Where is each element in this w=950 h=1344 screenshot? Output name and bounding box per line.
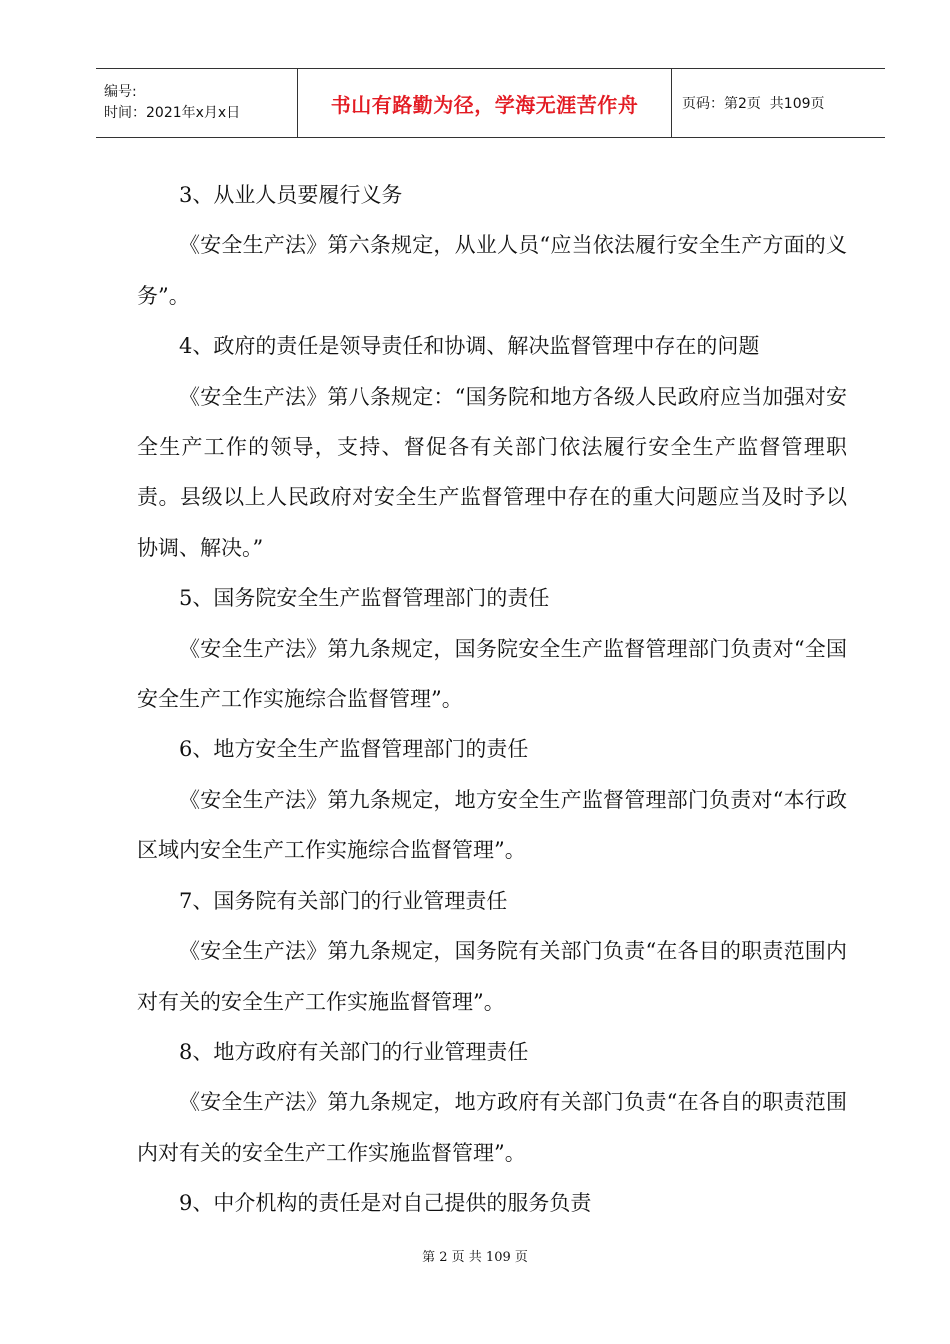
heading-item-6: 6、地方安全生产监督管理部门的责任: [179, 737, 529, 762]
paragraph: 《安全生产法》第九条规定，国务院有关部门负责“在各目的职责范围内对有关的安全生产工作实施监督管理”。: [137, 939, 847, 1014]
heading-item-4: 4、政府的责任是领导责任和协调、解决监督管理中存在的问题: [179, 334, 760, 359]
paragraph: 《安全生产法》第九条规定，地方政府有关部门负责“在各自的职责范围内对有关的安全生产工作实施监督管理”。: [137, 1090, 847, 1165]
page-footer: 第 2 页 共 109 页: [422, 1250, 528, 1265]
header-meta: [96, 69, 298, 137]
document-number-label: 编号:: [104, 84, 137, 100]
paragraph: 《安全生产法》第八条规定：“国务院和地方各级人民政府应当加强对安全生产工作的领导，支持、督促各有关部门依法履行安全生产监督管理职责。县级以上人民政府对安全生产监督管理中存在的重大问题应当及时予以协调、解决。”: [137, 384, 847, 560]
paragraph: 《安全生产法》第九条规定，地方安全生产监督管理部门负责对“本行政区域内安全生产工作实施综合监督管理”。: [137, 787, 847, 863]
header-slogan: 书山有路勤为径，学海无涯苦作舟: [330, 92, 639, 117]
paragraph: 《安全生产法》第九条规定，国务院安全生产监督管理部门负责对“全国安全生产工作实施综合监督管理”。: [137, 636, 847, 712]
heading-item-3: 3、从业人员要履行义务: [179, 183, 403, 207]
document-body: [137, 170, 847, 1229]
header-slogan-cell: [298, 69, 672, 137]
header-page-info: 页码：第2页 共109页: [682, 96, 825, 112]
document-time-label: 时间：2021年x月x日: [104, 105, 241, 121]
heading-item-9: 9、中介机构的责任是对自己提供的服务负责: [179, 1191, 592, 1216]
heading-item-7: 7、国务院有关部门的行业管理责任: [179, 888, 508, 913]
heading-item-5: 5、国务院安全生产监督管理部门的责任: [179, 586, 550, 611]
page-header: [96, 68, 885, 138]
paragraph: 《安全生产法》第六条规定，从业人员“应当依法履行安全生产方面的义务”。: [137, 233, 847, 308]
heading-item-8: 8、地方政府有关部门的行业管理责任: [179, 1039, 529, 1064]
